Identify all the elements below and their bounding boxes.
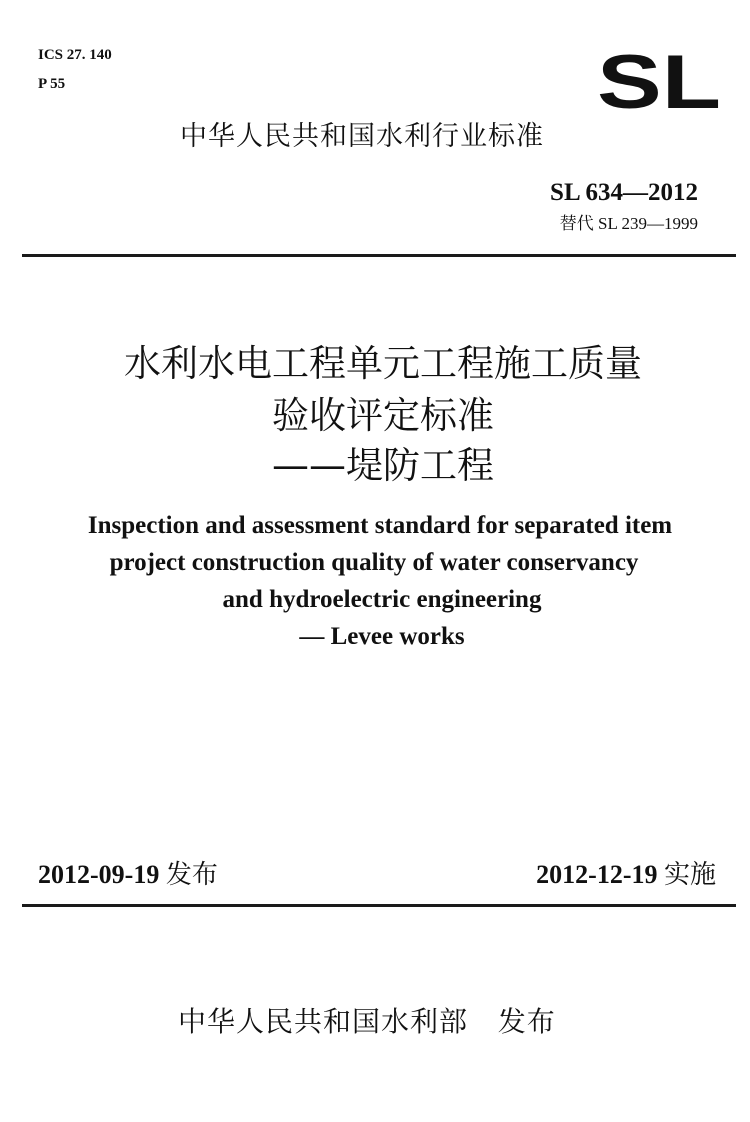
issue-label: 发布 <box>165 860 218 890</box>
implement-date: 2012-12-19 <box>536 860 658 889</box>
ics-code: ICS 27. 140 <box>38 47 112 63</box>
standard-number: SL 634—2012 <box>550 179 698 206</box>
implement-date-line <box>536 858 716 892</box>
title-cn-line-3: ——堤防工程 <box>272 444 494 487</box>
sl-logo <box>596 50 722 112</box>
title-en-line-4: — Levee works <box>299 623 465 650</box>
publisher-name: 中华人民共和国水利部 <box>178 1005 469 1038</box>
issue-date-line <box>38 858 218 892</box>
issue-date: 2012-09-19 <box>38 860 160 889</box>
top-divider <box>22 254 736 257</box>
industry-standard-title: 中华人民共和国水利行业标准 <box>180 121 544 152</box>
publisher-label: 发布 <box>497 1005 556 1038</box>
title-en-line-3: and hydroelectric engineering <box>222 586 542 613</box>
replaces-code: SL 239—1999 <box>598 214 698 233</box>
sl-logo-text: SL <box>597 50 721 112</box>
implement-label: 实施 <box>663 860 716 890</box>
title-en-line-2: project construction quality of water conservancy <box>109 549 639 576</box>
replaces-label: 替代 <box>559 214 594 234</box>
title-cn-line-2: 验收评定标准 <box>272 394 494 437</box>
ccs-code: P 55 <box>38 76 66 92</box>
publisher-line <box>178 1002 556 1042</box>
bottom-divider <box>22 904 736 907</box>
title-en-line-1: Inspection and assessment standard for separated item <box>87 512 673 539</box>
title-cn-line-1: 水利水电工程单元工程施工质量 <box>124 342 642 385</box>
replaces-line <box>560 213 698 235</box>
